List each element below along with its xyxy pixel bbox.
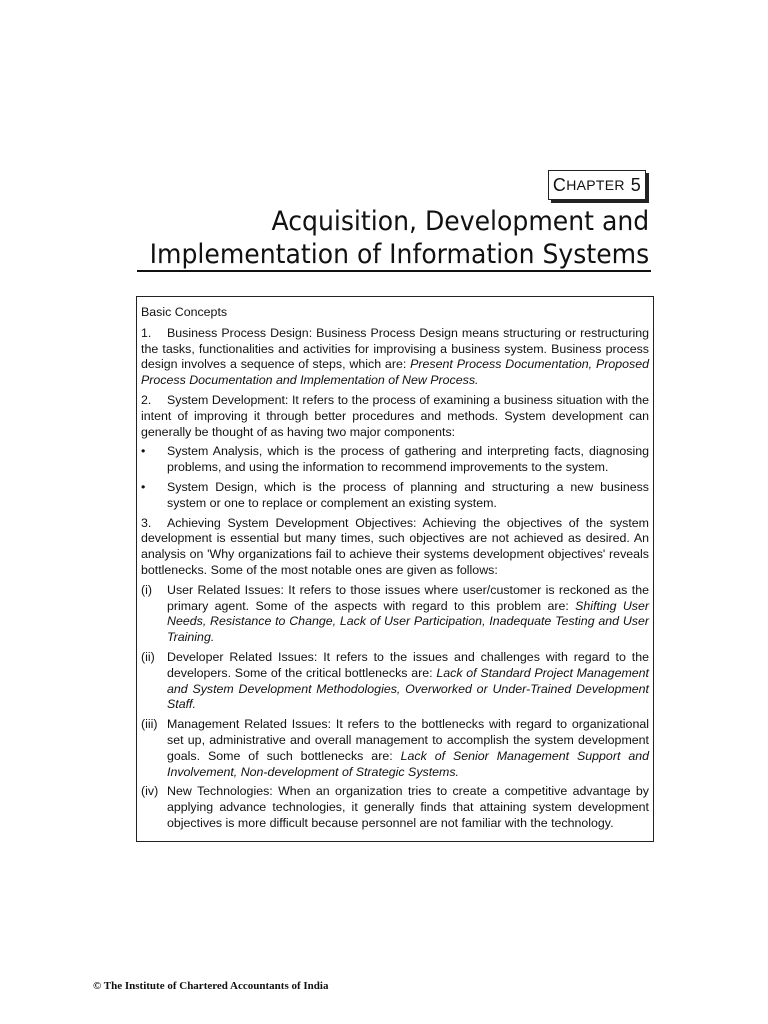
paragraph-1-italic: Present Process Documentation, Proposed Process Documentation and Implementation of New Process. bbox=[141, 357, 649, 388]
chapter-label-rest: HAPTER bbox=[566, 177, 625, 193]
sub-item-mark: (iv) bbox=[141, 784, 159, 799]
sub-item bbox=[141, 583, 649, 646]
paragraph-1 bbox=[141, 326, 649, 389]
chapter-title-line2: Implementation of Information Systems bbox=[149, 239, 649, 270]
bullet-item bbox=[141, 444, 649, 476]
chapter-title-line1: Acquisition, Development and bbox=[271, 206, 649, 237]
bullet-mark: • bbox=[141, 444, 146, 459]
sub-item-plain: Management Related Issues: It refers to the bottlenecks with regard to organizational set up, administrative and overall management to accomplish the system development goals. Some of such bottlenecks are: bbox=[167, 717, 649, 763]
paragraph-2 bbox=[141, 393, 649, 440]
paragraph-3-text: Achieving System Development Objectives: Achieving the objectives of the system development is essential but many times, such objectives are not achieved as desired. An analysis on 'Why organizations fail to achieve their systems development objectives' reveals bottlenecks. Some of the most notable ones are given as follows: bbox=[141, 515, 649, 577]
sub-item-italic: Lack of Standard Project Management and System Development Methodologies, Overworked or Under-Trained Development Staff. bbox=[167, 665, 649, 712]
bullet-text: System Analysis, which is the process of gathering and interpreting facts, diagnosing problems, and using the information to recommend improvements to the system. bbox=[167, 444, 649, 475]
title-rule bbox=[137, 270, 651, 272]
sub-item-mark: (iii) bbox=[141, 717, 158, 732]
sub-item-mark: (i) bbox=[141, 582, 153, 597]
sub-item-text bbox=[167, 583, 649, 646]
copyright-footer: © The Institute of Chartered Accountants of India bbox=[93, 980, 329, 992]
chapter-title bbox=[149, 205, 649, 271]
paragraph-1-text: Business Process Design: Business Process Design means structuring or restructuring the tasks, functionalities and activities for improvising a business system. Business process design involves a sequence of steps, which are: bbox=[141, 325, 649, 372]
sub-item bbox=[141, 784, 649, 831]
sub-item bbox=[141, 717, 649, 780]
paragraph-2-text: System Development: It refers to the process of examining a business situation with the intent of improving it through better procedures and methods. System development can generally be thought of as having two major components: bbox=[141, 392, 649, 439]
paragraph-2-number: 2. bbox=[141, 392, 152, 407]
sub-item-italic: Lack of Senior Management Support and Involvement, Non-development of Strategic Systems. bbox=[167, 748, 649, 779]
paragraph-1-number: 1. bbox=[141, 325, 152, 340]
bullet-mark: • bbox=[141, 479, 146, 494]
sub-item-plain: User Related Issues: It refers to those issues where user/customer is reckoned as the primary agent. Some of the aspects with regard to this problem are: bbox=[167, 582, 649, 613]
sub-item-text bbox=[167, 784, 649, 831]
paragraph-3-number: 3. bbox=[141, 515, 152, 530]
box-heading: Basic Concepts bbox=[141, 305, 228, 319]
sub-item-italic: Shifting User Needs, Resistance to Change, Lack of User Participation, Inadequate Testing and User Training. bbox=[167, 598, 649, 645]
sub-item-plain: Developer Related Issues: It refers to the issues and challenges with regard to the developers. Some of the critical bottlenecks are: bbox=[167, 649, 649, 680]
sub-item-plain: New Technologies: When an organization tries to create a competitive advantage by applying advance technologies, it generally finds that attaining system development objectives is more difficult because personnel are not familiar with the technology. bbox=[167, 784, 649, 830]
chapter-number: 5 bbox=[630, 174, 642, 195]
chapter-label-initial: C bbox=[552, 174, 567, 195]
paragraph-3 bbox=[141, 516, 649, 579]
basic-concepts-box bbox=[136, 296, 654, 842]
bullet-item bbox=[141, 480, 649, 512]
sub-item-text bbox=[167, 650, 649, 713]
sub-item-text bbox=[167, 717, 649, 780]
sub-item bbox=[141, 650, 649, 713]
bullet-text: System Design, which is the process of planning and structuring a new business system or one to replace or complement an existing system. bbox=[167, 479, 649, 510]
chapter-badge bbox=[548, 170, 646, 200]
sub-item-mark: (ii) bbox=[141, 649, 155, 664]
